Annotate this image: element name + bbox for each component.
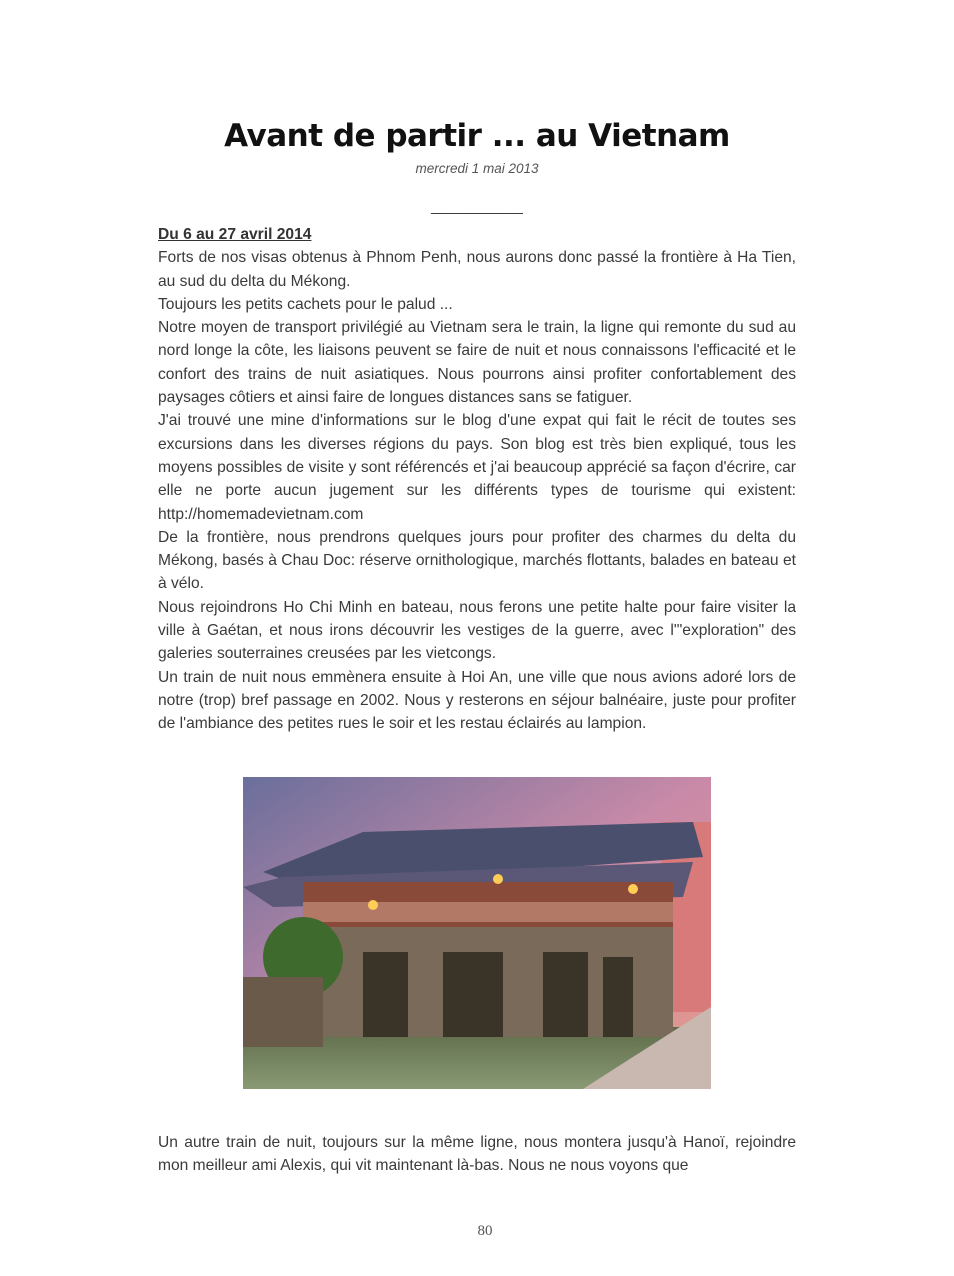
paragraph: Notre moyen de transport privilégié au Vietnam sera le train, la ligne qui remonte du sud au nord longe la côte, les liaisons peuvent se faire de nuit et nous connaissons l'efficacité et le confort des trains de nuit asiatiques. Nous pourrons ainsi profiter confortablement des paysages côtiers et ainsi faire de longues distances sans se fatiguer.	[158, 319, 796, 407]
article-continuation	[158, 1131, 796, 1178]
section-heading: Du 6 au 27 avril 2014	[158, 226, 312, 243]
post-date: mercredi 1 mai 2013	[415, 161, 539, 176]
page-title: Avant de partir ... au Vietnam	[224, 118, 730, 154]
hoi-an-bridge-photo	[243, 777, 711, 1089]
paragraph: Un train de nuit nous emmènera ensuite à Hoi An, une ville que nous avions adoré lors de notre (trop) bref passage en 2002. Nous y resterons en séjour balnéaire, juste pour profiter de l'ambiance des petites rues le soir et les restau éclairés au lampion.	[158, 668, 796, 733]
article-body	[158, 223, 796, 736]
paragraph: Un autre train de nuit, toujours sur la même ligne, nous montera jusqu'à Hanoï, rejoindre mon meilleur ami Alexis, qui vit maintenant là-bas. Nous ne nous voyons que	[158, 1134, 796, 1175]
paragraph: Nous rejoindrons Ho Chi Minh en bateau, nous ferons une petite halte pour faire visiter la ville à Gaétan, et nous irons découvrir les vestiges de la guerre, avec l'"exploration" des galeries souterraines creusées par les vietcongs.	[158, 598, 796, 663]
paragraph: J'ai trouvé une mine d'informations sur le blog d'une expat qui fait le récit de toutes ses excursions dans les diverses régions du pays. Son blog est très bien expliqué, tous les moyens possibles de visite y sont référencés et j'ai beaucoup apprécié sa façon d'écrire, car elle ne porte aucun jugement sur les différents types de tourisme qui existent: http://homemadevietnam.com	[158, 412, 796, 523]
page-number: 80	[477, 1223, 493, 1239]
separator-line: ___________	[431, 198, 523, 215]
paragraph: Forts de nos visas obtenus à Phnom Penh, nous aurons donc passé la frontière à Ha Tien, au sud du delta du Mékong.	[158, 249, 796, 290]
paragraph: Toujours les petits cachets pour le palud ...	[158, 295, 453, 313]
paragraph: De la frontière, nous prendrons quelques jours pour profiter des charmes du delta du Mékong, basés à Chau Doc: réserve ornithologique, marchés flottants, balades en bateau et à vélo.	[158, 528, 796, 593]
